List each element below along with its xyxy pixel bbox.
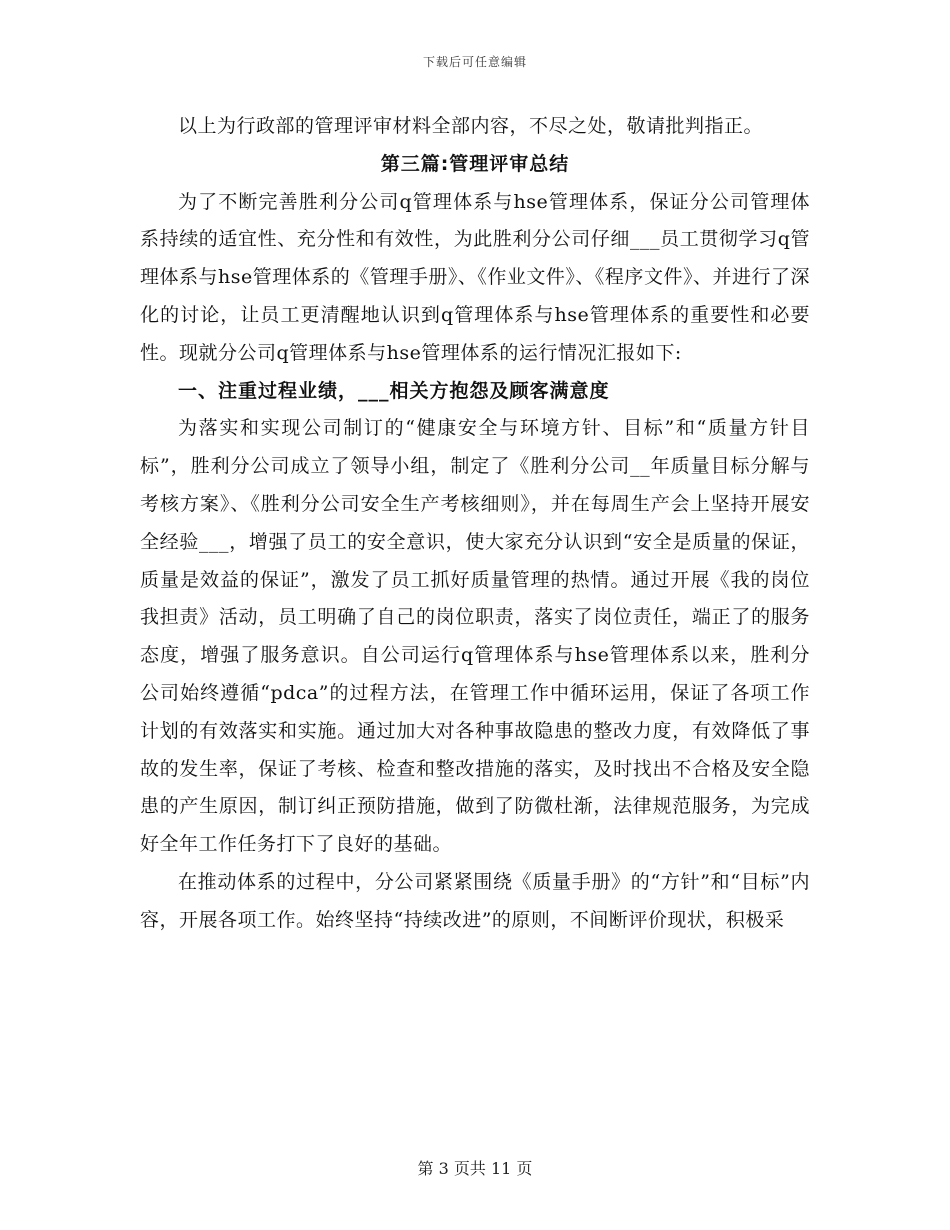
header-note: 下载后可任意编辑 xyxy=(422,55,527,69)
body-paragraph-1: 为落实和实现公司制订的“健康安全与环境方针、目标”和“质量方针目标”，胜利分公司成立了领导小组，制定了《胜利分公司__年质量目标分解与考核方案》、《胜利分公司安全生产考核细则》，并在每周生产会上坚持开展安全经验___，增强了员工的安全意识，使大家充分认识到“安全是质量的保证，质量是效益的保证”，激发了员工抓好质量管理的热情。通过开展《我的岗位我担责》活动，员工明确了自己的岗位职责，落实了岗位责任，端正了的服务态度，增强了服务意识。自公司运行q管理体系与hse管理体系以来，胜利分公司始终遵循“pdca”的过程方法，在管理工作中循环运用，保证了各项工作计划的有效落实和实施。通过加大对各种事故隐患的整改力度，有效降低了事故的发生率，保证了考核、检查和整改措施的落实，及时找出不合格及安全隐患的产生原因，制订纠正预防措施，做到了防微杜渐，法律规范服务，为完成好全年工作任务打下了良好的基础。 xyxy=(140,417,810,856)
body-paragraph-2: 在推动体系的过程中，分公司紧紧围绕《质量手册》的“方针”和“目标”内容，开展各项工作。始终坚持“持续改进”的原则，不间断评价现状，积极采 xyxy=(140,870,810,931)
intro-paragraph: 为了不断完善胜利分公司q管理体系与hse管理体系，保证分公司管理体系持续的适宜性、充分性和有效性，为此胜利分公司仔细___员工贯彻学习q管理体系与hse管理体系的《管理手册》、《作业文件》、《程序文件》、并进行了深化的讨论，让员工更清醒地认识到q管理体系与hse管理体系的重要性和必要性。现就分公司q管理体系与hse管理体系的运行情况汇报如下: xyxy=(140,190,810,364)
document-body xyxy=(140,108,810,940)
section-heading-1: 一、注重过程业绩，___相关方抱怨及顾客满意度 xyxy=(178,379,610,402)
page-footer: 第 3 页共 11 页 xyxy=(417,1159,533,1178)
section-title: 第三篇:管理评审总结 xyxy=(380,152,570,175)
closing-paragraph: 以上为行政部的管理评审材料全部内容，不尽之处，敬请批判指正。 xyxy=(178,115,764,137)
